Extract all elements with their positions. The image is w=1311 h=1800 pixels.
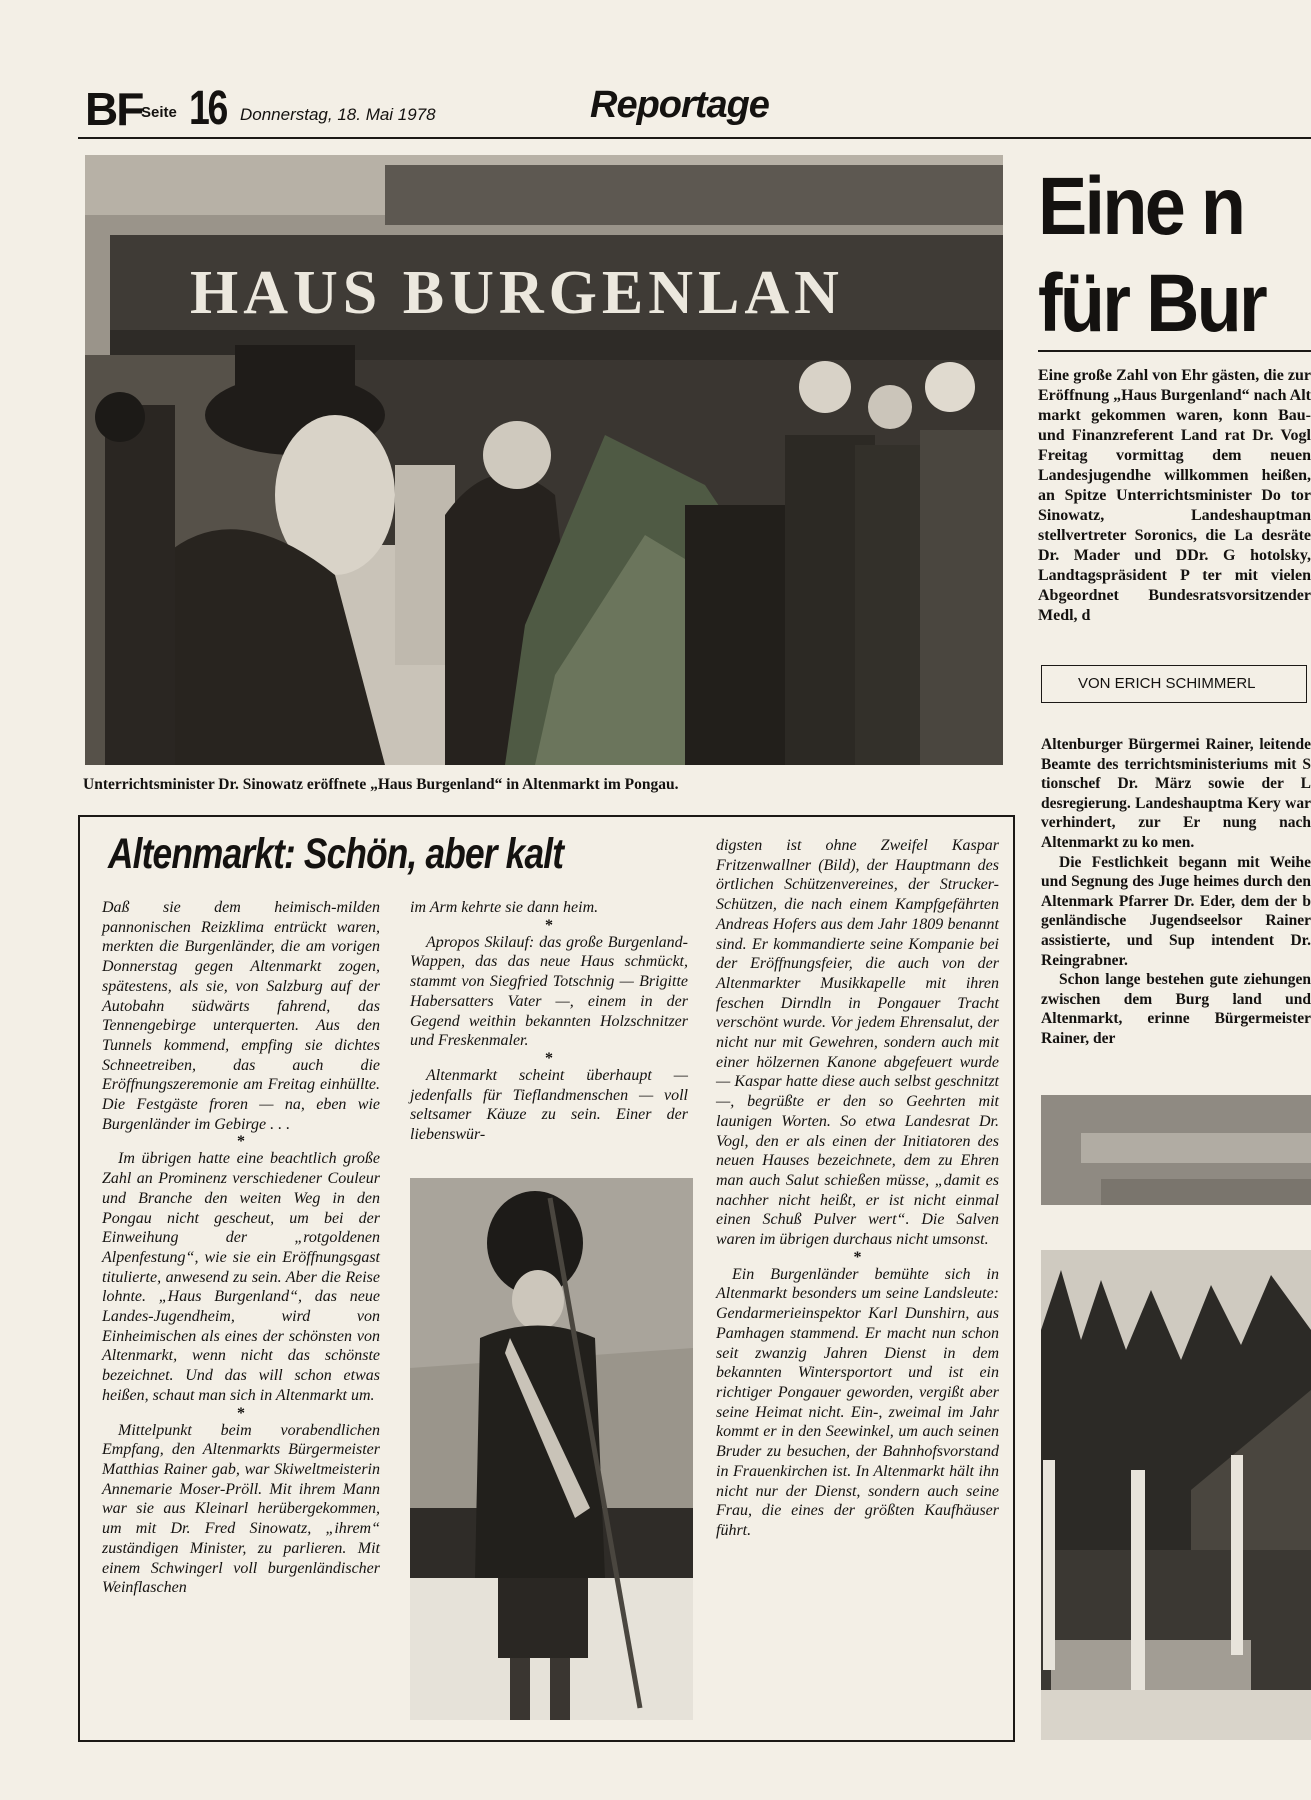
story-paragraph: Altenmarkt scheint überhaupt — jedenfalls für Tieflandmenschen — voll seltsamer Käuze zu sein. Einer der liebenswür-	[410, 1066, 688, 1144]
section-separator: *	[237, 1404, 245, 1422]
story-paragraph: Mittelpunkt beim vorabendlichen Empfang, den Altenmarkts Bürgermeister Matthias Rainer gab, war Skiweltmeisterin Annemarie Moser-Pröll. Mit ihrem Mann war sie aus Kleinarl herübergekommen, um mit Dr. Fred Sinowatz, „ihrem“ zuständigen Minister, zu parlieren. Mit einem Schwingerl voll burgenländischer Weinflaschen	[102, 1421, 380, 1597]
right-bottom-photo	[1041, 1250, 1311, 1740]
story-paragraph: Im übrigen hatte eine beachtlich große Zahl an Prominenz verschiedener Couleur und Branche den weiten Weg in den Pongau nicht gescheut, um bei der Einweihung der „rotgoldenen Alpenfestung“, wie sie ein Eröffnungsgast titulierte, anwesend zu sein. Aber die Reise lohnte. „Haus Burgenland“, das neue Landes-Jugendheim, wird von Einheimischen als eines der schönsten von Altenmarkt, wenn nicht das schönste bezeichnet. Und das will schon etwas heißen, schaut man sich in Altenmarkt um.	[102, 1150, 380, 1404]
story-paragraph: Daß sie dem heimisch-milden pannonischen Reizklima entrückt waren, merkten die Burgenländer, die am vorigen Donnerstag gegen Altenmarkt zogen, spätestens, als sie, von Salzburg auf der Autobahn südwärts fahrend, das Tennengebirge unterquerten. Aus den Tunnels kommend, empfing sie dichtes Schneetreiben, das auch die Eröffnungszeremonie am Freitag einhüllte. Die Festgäste froren — na, eben wie Burgenländer im Gebirge . . .	[102, 899, 380, 1133]
headline-line-1: Eine n	[1038, 161, 1244, 252]
story-column-2	[410, 898, 688, 1153]
schuetzen-captain-photo	[410, 1178, 693, 1720]
story-title: Altenmarkt: Schön, aber kalt	[108, 830, 564, 878]
story-paragraph: Ein Burgenländer bemühte sich in Altenmarkt besonders um seine Landsleute: Gendarmerieinspektor Karl Dunshirn, aus Pamhagen stammend. Er macht nun schon seit zwanzig Jahren Dienst in dem bekannten Wintersportort und ist ein richtiger Pongauer geworden, vergißt aber seine Heimat nicht. Ein-, zweimal im Jahr kommt er in den Seewinkel, um auch seinen Bruder zu besuchen, der Bahnhofsvorstand in Frauenkirchen ist. In Altenmarkt hält ihn nicht nur der Dienst, sondern auch seine Frau, die eines der größten Kaufhäuser führt.	[716, 1265, 999, 1539]
story-column-3	[716, 836, 999, 1731]
headline-line-2: für Bur	[1038, 258, 1266, 349]
photo-caption: Unterrichtsminister Dr. Sinowatz eröffnete „Haus Burgenland“ in Altenmarkt im Pongau.	[83, 776, 679, 793]
right-paragraph: Schon lange bestehen gute ziehungen zwischen dem Burg land und Altenmarkt, erinne Bürgermeister Rainer, der	[1041, 971, 1311, 1047]
page-label: Seite	[141, 104, 177, 121]
building-sign: HAUS BURGENLAN	[190, 259, 844, 327]
headline-rule	[1038, 350, 1311, 352]
adjacent-story-graphic	[1041, 1095, 1311, 1205]
right-paragraph: Altenburger Bürgermei Rainer, leitende Beamte des terrichtsministeriums mit S tionschef Dr. März sowie der L desregierung. Landeshauptma Kery war verhindert, zur Er nung nach Altenmarkt zu ko men.	[1041, 736, 1311, 851]
newspaper-logo: BF	[85, 83, 143, 135]
masthead-rule	[78, 137, 1311, 139]
story-paragraph: digsten ist ohne Zweifel Kaspar Fritzenwallner (Bild), der Hauptmann des örtlichen Schützenvereines, der Strucker-Schützen, die nach einem Kampfgefährten Andreas Hofers aus dem Jahr 1809 benannt sind. Er kommandierte seine Kompanie bei der Eröffnungsfeier, die auch von der Altenmarkter Musikkapelle mit ihren feschen Dirndln in Pongauer Tracht verschönt wurde. Vor jedem Ehrensalut, der nicht nur mit Gewehren, sondern auch mit einer hölzernen Kanone abgefeuert wurde — Kaspar hatte diese auch selbst geschnitzt —, begrüßte er den so Geehrten mit launigen Worten. So etwa Landesrat Dr. Vogl, den er als einen der Initiatoren des neuen Hauses bezeichnete, dem zu Ehren man auch Salut schießen müsse, „damit es nachher nicht heißt, er ist nicht einmal einen Schuß Pulver wert“. Die Salven waren im übrigen durchaus nicht umsonst.	[716, 837, 999, 1249]
issue-date: Donnerstag, 18. Mai 1978	[240, 105, 436, 124]
right-headline	[1038, 158, 1284, 352]
section-separator: *	[237, 1133, 245, 1151]
story-paragraph: Apropos Skilauf: das große Burgenland-Wappen, das das neue Haus schmückt, stammt von Siegfried Totschnig — Brigitte Habersatters Vater —, einem in der Gegend weithin bekannten Holzschnitzer und Freskenmaler.	[410, 933, 688, 1050]
section-separator: *	[545, 916, 553, 934]
story-column-1	[102, 898, 380, 1728]
section-separator: *	[853, 1248, 862, 1266]
lead-paragraph: Eine große Zahl von Ehr gästen, die zur Eröffnung „Haus Burgenland“ nach Alt markt gekommen waren, konn Bau- und Finanzreferent Land rat Dr. Vogl Freitag vormittag dem neuen Landesjugendhe willkommen heißen, an Spitze Unterrichtsminister Do tor Sinowatz, Landeshauptman stellvertreter Soronics, die La desräte Dr. Mader und DDr. G hotolsky, Landtagspräsident P ter mit vielen Abgeordnet Bundesratsvorsitzender Medl, d	[1038, 367, 1311, 624]
right-paragraph: Die Festlichkeit begann mit Weihe und Segnung des Juge heimes durch den Altenmark Pfarrer Dr. Eder, dem der b genländische Jugendseelsor Rainer assistierte, und Sup intendent Dr. Reingrabner.	[1041, 853, 1311, 969]
right-body-text	[1041, 735, 1311, 1047]
section-separator: *	[545, 1049, 553, 1067]
byline: VON ERICH SCHIMMERL	[1041, 665, 1307, 703]
main-photo	[85, 155, 1003, 765]
story-paragraph: im Arm kehrte sie dann heim.	[410, 899, 599, 916]
page-number: 16	[189, 82, 226, 135]
section-title: Reportage	[590, 84, 769, 126]
